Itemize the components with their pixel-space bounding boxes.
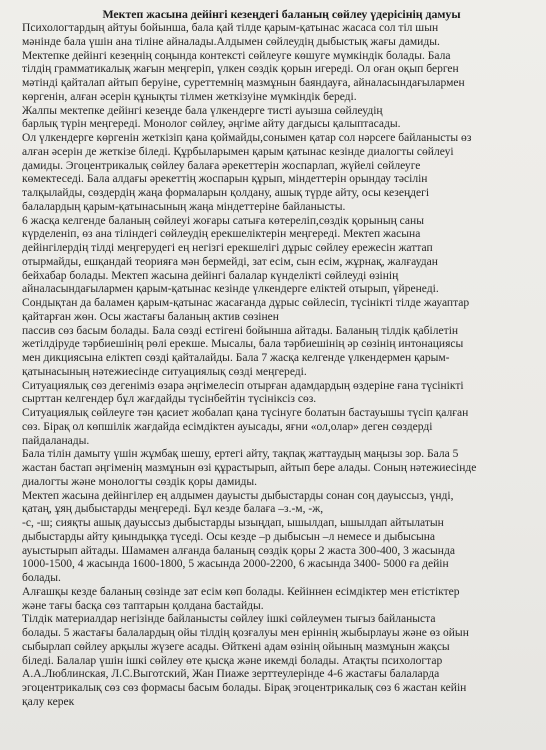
text-line: Ситуациялық сөз дегеніміз өзара әңгімелесіп отырған адамдардың өздеріне ғана түсінікті	[22, 379, 464, 392]
text-line: қатаң, ұяң дыбыстарды меңгереді. Бұл кезде балаға –з.-м, -ж,	[22, 503, 324, 516]
text-line: болады.	[22, 572, 61, 584]
text-line: Ол үлкендерге көргенін жеткізіп қана қоймайды,сонымен қатар сол нәрсеге байланысты өз	[22, 132, 472, 144]
text-line: пассив сөз басым болады. Бала сөзді естігені бойынша айтады. Баланың тілдік қабілетін	[22, 324, 459, 337]
text-line: -с, -ш; сияқты ашық дауыссыз дыбыстарды ызыңдап, ышылдап, ышылдап айтылатын	[22, 517, 444, 529]
text-line: жастан бастап әңгіменің мазмұнын өзі құрастырып, айтып бере алады. Соның нәтежиесінде	[22, 462, 477, 474]
text-line: тілдің грамматикалық жағын меңгеріп, үлкен сөздік қорын игереді. Ол оған оқып берген	[22, 63, 459, 76]
text-line: біледі. Балалар үшін ішкі сөйлеу өте қысқа және икемді болады. Атақты психологтар	[22, 654, 443, 667]
text-line: отырмайды, ешқандай теорияға мән бермейді, зат есім, сын есім, жұрнақ, жалғаудан	[22, 255, 438, 268]
text-line: дамиды. Эгоцентрикалық сөйлеу балаға әрекеттерін жоспарлап, жүйелі сөйлеуге	[22, 159, 421, 172]
text-line: бейхабар болады. Мектеп жасына дейінгі балалар күнделікті сөйлеуді өзінің	[22, 269, 399, 282]
text-line: дейінгілердің тілді меңгерудегі ең негізгі ерекшелігі дұрыс сөйлеу ережесін жаттап	[22, 242, 433, 254]
text-line: 1000-1500, 4 жасында 1600-1800, 5 жасында 2000-2200, 6 жасында 3400- 5000 ға дейін	[22, 558, 449, 571]
text-line: талқылайды, сөздердің жаңа формаларын қолдану, ашық түрде айту, осы кезеңдегі	[22, 187, 430, 199]
text-line: эгоцентрикалық сөз сөз формасы басым болады. Бірақ эгоцентрикалық сөз 6 жастан кейін	[22, 682, 467, 694]
text-line: балалардың қарым-қатынасының жаңа міндеттеріне байланысты.	[22, 200, 346, 213]
text-line: сырттан келгендер бұл жағдайды түсінбейтін түсініксіз сөз.	[22, 393, 317, 406]
text-line: пайдаланады.	[22, 434, 90, 447]
text-line: айналасындағылармен қарым-қатынас кезінде үлкендерге еліктей отырып, үйренеді.	[22, 283, 439, 296]
text-line: ауыстырып айтады. Шамамен алғанда баланың сөздік қоры 2 жаста 300-400, 3 жасында	[22, 544, 455, 557]
text-line: Мектеп жасына дейінгілер ең алдымен дауысты дыбыстарды сонан соң дауыссыз, үнді,	[22, 489, 454, 502]
text-line: диалогты және монологты сөздік қоры дамиды.	[22, 475, 258, 488]
text-line: алған әсерін де жеткізе біледі. Құрбыларымен қарым қатынас кезінде диалогты сөйлеуі	[22, 145, 454, 158]
text-line: Тілдік материалдар негізінде байланысты сөйлеу ішкі сөйлеумен тығыз байланыста	[22, 613, 436, 626]
text-line: Жалпы мектепке дейінгі кезеңде бала үлкендерге тисті ауызша сөйлеудің	[22, 104, 383, 117]
text-line: болады. 5 жастағы балалардың ойы тілдің қозғалуы мен еріннің жыбырлауы және өз ойын	[22, 627, 469, 639]
text-line: Мектепке дейінгі кезеңнің соңында контексті сөйлеуге көшуге мүмкіндік болады. Бала	[22, 49, 451, 62]
page-title: Мектеп жасына дейінгі кезеңдегі баланың сөйлеу үдерісінің дамуы	[102, 7, 461, 21]
text-line: қатынасының нәтежиесінде ситуациялық сөзді меңгереді.	[22, 365, 307, 378]
text-line: Ситуациялық сөйлеуге тән қасиет жобалап қана түсінуге болатын бастауышы түсіп қалған	[22, 407, 469, 419]
text-line: қалу керек	[22, 695, 75, 708]
text-line: 6 жасқа келгенде баланың сөйлеуі жоғары сатыға көтереліп,сөздік қорының саны	[22, 214, 424, 227]
text-line: Бала тілін дамыту үшін жұмбақ шешу, ертегі айту, тақпақ жаттаудың маңызы зор. Бала 5	[22, 448, 459, 461]
text-line: А.А.Люблинская, Л.С.Выготский, Жан Пиаже зерттеулерінде 4-6 жастағы балаларда	[22, 668, 440, 681]
text-line: жетілдіруде тәрбиешінің рөлі ерекше. Мысалы, бала тәрбиешінің әр сөзінің интонациясы	[22, 338, 464, 351]
text-line: Психологтардың айтуы бойынша, бала қай тілде қарым-қатынас жасаса сол тіл шын	[22, 22, 439, 34]
text-line: сыбырлап сөйлеу арқылы жүзеге асады. Өйткені адам өзінің ойының мазмұнын жақсы	[22, 640, 450, 653]
text-line: және тағы басқа сөз таптарын қолдана бастайды.	[22, 599, 264, 612]
text-line: дыбыстарды айту қиындыққа түседі. Осы кезде –р дыбысын –л немесе и дыбысына	[22, 530, 436, 543]
text-line: Сондықтан да баламен қарым-қатынас жасағанда дұрыс сөйлесіп, түсінікті тілде жауаптар	[22, 297, 470, 309]
text-line: көмектеседі. Бала алдағы әрекеттің жоспарын құрып, міндеттерін орындау тәсілін	[22, 173, 428, 186]
text-line: Алғашқы кезде баланың сөзінде зат есім көп болады. Кейіннен есімдіктер мен етістіктер	[22, 585, 460, 598]
document-body	[22, 22, 533, 710]
text-line: барлық түрін меңгереді. Монолог сөйлеу, әңгіме айту дағдысы қалыптасады.	[22, 118, 401, 131]
text-line: мен дикциясына еліктеп сөзді қайталайды. Бала 7 жасқа келгенде үлкендермен қарым-	[22, 352, 450, 364]
text-line: мәнінде бала үшін ана тіліне айналады.Алдымен сөйлеудің дыбыстық жағы дамиды.	[22, 35, 440, 48]
text-line: көргенін, алған әсерін құнықты тілмен жеткізуіне мүмкіндік береді.	[22, 90, 357, 103]
text-line: сөз. Бірақ ол көпшілік жағдайда есімдіктен ауысады, яғни «ол,олар» деген сөздерді	[22, 420, 433, 433]
text-line: қайтарған жөн. Осы жастағы баланың актив сөзінен	[22, 310, 279, 323]
text-line: күрделеніп, өз ана тіліндегі сөйлеудің ерекшеліктерін меңгереді. Мектеп жасына	[22, 228, 421, 241]
text-line: мәтінді қайталап айтып беруіне, суреттемнің мазмұнын баяндауға, айналасындағылармен	[22, 77, 465, 89]
